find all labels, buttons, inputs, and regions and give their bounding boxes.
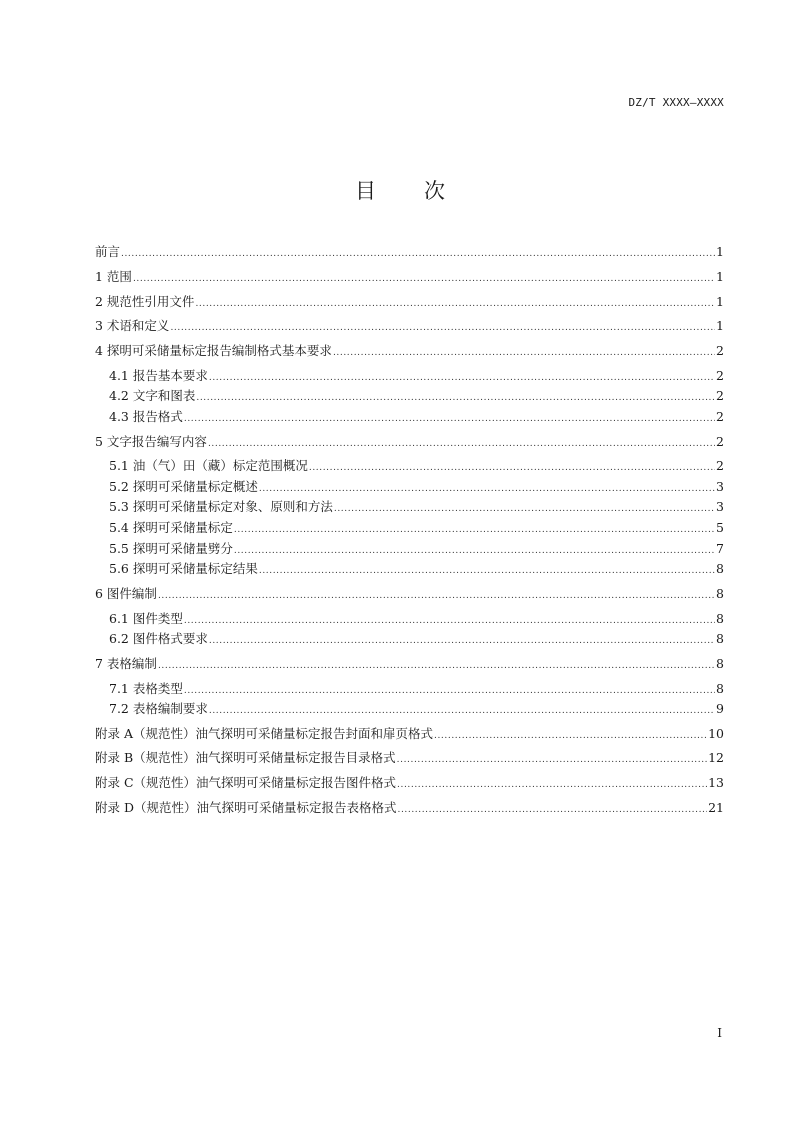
toc-leader-dots	[234, 541, 715, 562]
toc-leader-dots	[208, 432, 715, 457]
document-code: DZ/T XXXX—XXXX	[628, 96, 724, 109]
toc-entry-label: 6.2 图件格式要求	[109, 631, 208, 647]
toc-entry[interactable]	[95, 699, 724, 720]
toc-entry[interactable]	[95, 497, 724, 518]
toc-entry-label: 4 探明可采储量标定报告编制格式基本要求	[95, 343, 332, 358]
toc-entry-page: 5	[716, 520, 724, 536]
toc-leader-dots	[170, 316, 715, 341]
toc-entry-page: 8	[716, 680, 724, 696]
toc-entry[interactable]	[95, 539, 724, 560]
toc-entry-page: 2	[716, 367, 724, 383]
toc-entry-page: 2	[716, 458, 724, 474]
toc-entry-page: 8	[716, 610, 724, 626]
toc-entry-page: 1	[716, 293, 724, 309]
toc-entry-label: 3 术语和定义	[95, 318, 170, 334]
toc-entry-label: 5.1 油（气）田（藏）标定范围概况	[109, 458, 308, 474]
toc-leader-dots	[333, 341, 715, 366]
toc-entry-label: 5.5 探明可采储量劈分	[109, 540, 233, 556]
toc-leader-dots	[209, 368, 715, 389]
toc-entry[interactable]	[95, 314, 724, 339]
toc-entry-label: 2 规范性引用文件	[95, 293, 195, 309]
toc-entry-label: 5.4 探明可采储量标定	[109, 520, 233, 536]
toc-entry[interactable]	[95, 652, 724, 677]
toc-entry[interactable]	[95, 771, 724, 796]
toc-entry-page: 3	[716, 478, 724, 494]
toc-entry-page: 21	[708, 799, 724, 815]
toc-entry-page: 1	[716, 318, 724, 334]
toc-leader-dots	[184, 681, 715, 702]
toc-entry-label: 附录 B（规范性）油气探明可采储量标定报告目录格式	[95, 750, 396, 766]
toc-leader-dots	[309, 458, 715, 479]
toc-entry-page: 7	[716, 540, 724, 556]
toc-entry[interactable]	[95, 407, 724, 428]
toc-entry-label: 5 文字报告编写内容	[95, 433, 207, 449]
toc-leader-dots	[397, 748, 707, 773]
toc-entry[interactable]	[95, 366, 724, 387]
toc-entry[interactable]	[95, 386, 724, 407]
toc-entry-page: 2	[716, 433, 724, 449]
toc-entry[interactable]	[95, 746, 724, 771]
toc-entry-page: 3	[716, 499, 724, 515]
toc-entry-label: 4.3 报告格式	[109, 408, 183, 424]
toc-entry-label: 5.3 探明可采储量标定对象、原则和方法	[109, 499, 333, 515]
toc-entry-label: 7.2 表格编制要求	[109, 701, 208, 717]
toc-entry-label: 1 范围	[95, 268, 132, 284]
toc-entry-label: 4.2 文字和图表	[109, 388, 196, 404]
toc-entry[interactable]	[95, 240, 724, 265]
toc-entry[interactable]	[95, 559, 724, 580]
title-char-1: 目	[355, 179, 376, 203]
toc-leader-dots	[133, 267, 715, 292]
toc-entry-label: 6 图件编制	[95, 585, 157, 601]
toc-leader-dots	[121, 242, 715, 267]
title-char-2: 次	[424, 179, 445, 203]
toc-entry[interactable]	[95, 629, 724, 650]
toc-entry[interactable]	[95, 679, 724, 700]
toc-entry-page: 8	[716, 585, 724, 601]
toc-entry-label: 6.1 图件类型	[109, 610, 183, 626]
toc-entry[interactable]	[95, 290, 724, 315]
toc-entry[interactable]	[95, 477, 724, 498]
toc-entry[interactable]	[95, 582, 724, 607]
toc-entry[interactable]	[95, 456, 724, 477]
toc-leader-dots	[234, 520, 715, 541]
page-number: I	[717, 1026, 722, 1040]
toc-leader-dots	[184, 611, 715, 632]
toc-leader-dots	[209, 701, 715, 722]
toc-entry[interactable]	[95, 339, 724, 364]
toc-entry-page: 8	[716, 655, 724, 671]
page-title	[0, 175, 800, 205]
toc-entry-page: 2	[716, 388, 724, 404]
toc-entry-label: 4.1 报告基本要求	[109, 367, 208, 383]
toc-entry-label: 7 表格编制	[95, 655, 157, 671]
toc-entry-page: 8	[716, 631, 724, 647]
toc-entry-label: 附录 C（规范性）油气探明可采储量标定报告图件格式	[95, 775, 397, 791]
toc-entry-page: 1	[716, 244, 724, 259]
toc-entry-label: 附录 A（规范性）油气探明可采储量标定报告封面和扉页格式	[95, 725, 434, 741]
toc-entry-label: 7.1 表格类型	[109, 680, 183, 696]
toc-entry[interactable]	[95, 609, 724, 630]
toc-leader-dots	[397, 773, 707, 798]
toc-leader-dots	[334, 499, 715, 520]
toc-leader-dots	[184, 409, 715, 430]
toc-entry-page: 2	[716, 408, 724, 424]
toc-leader-dots	[209, 631, 715, 652]
toc-leader-dots	[195, 292, 715, 317]
toc-leader-dots	[398, 798, 708, 823]
toc-leader-dots	[158, 654, 715, 679]
toc-entry-label: 5.2 探明可采储量标定概述	[109, 478, 258, 494]
toc-entry-label: 前言	[95, 244, 121, 259]
toc-entry[interactable]	[95, 722, 724, 747]
table-of-contents	[95, 240, 724, 821]
toc-leader-dots	[434, 724, 707, 749]
toc-leader-dots	[259, 479, 715, 500]
toc-leader-dots	[196, 388, 715, 409]
toc-entry-label: 5.6 探明可采储量标定结果	[109, 561, 258, 577]
toc-entry[interactable]	[95, 796, 724, 821]
toc-leader-dots	[259, 561, 715, 582]
toc-entry-page: 12	[708, 750, 724, 766]
toc-entry-page: 1	[716, 268, 724, 284]
toc-entry[interactable]	[95, 265, 724, 290]
toc-entry-page: 2	[716, 343, 724, 358]
toc-entry[interactable]	[95, 518, 724, 539]
toc-entry-label: 附录 D（规范性）油气探明可采储量标定报告表格格式	[95, 799, 397, 815]
toc-entry-page: 9	[716, 701, 724, 717]
toc-entry[interactable]	[95, 430, 724, 455]
toc-entry-page: 8	[716, 561, 724, 577]
toc-leader-dots	[158, 584, 715, 609]
toc-entry-page: 13	[708, 775, 724, 791]
toc-entry-page: 10	[708, 725, 724, 741]
